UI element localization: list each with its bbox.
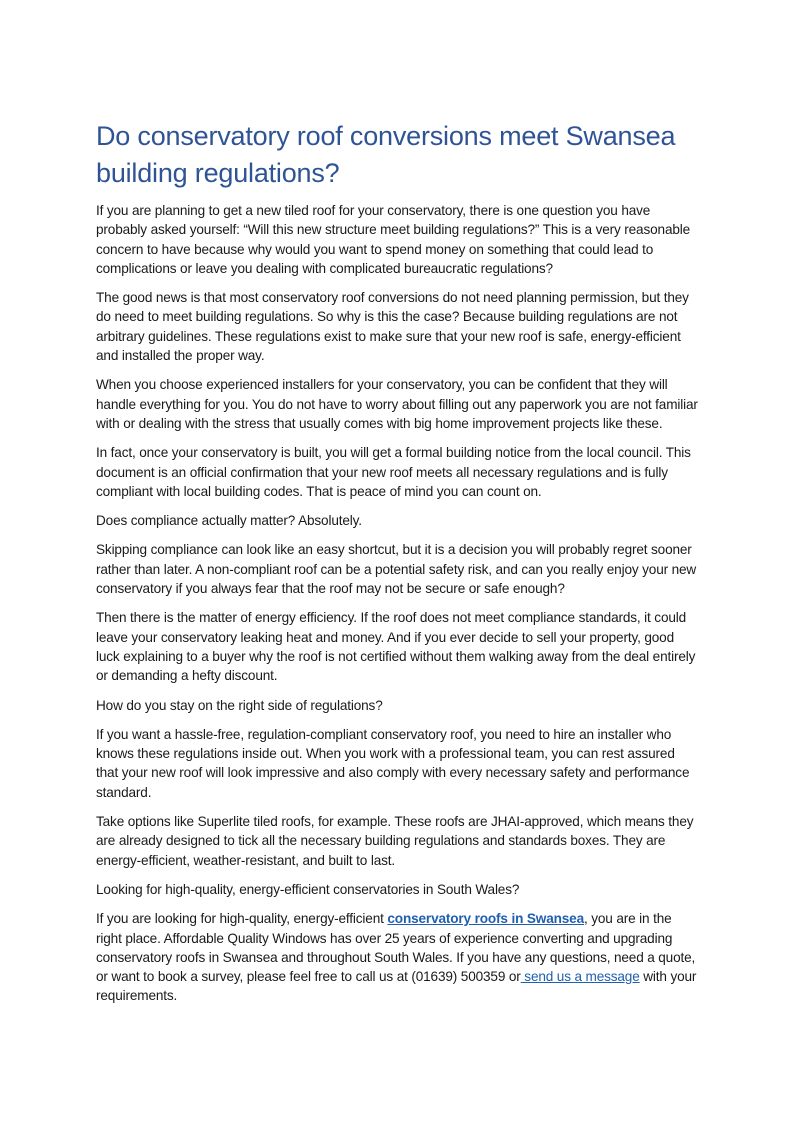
document-page bbox=[96, 118, 700, 1016]
paragraph-superlite: Take options like Superlite tiled roofs, for example. These roofs are JHAI-approved, which means they are already designed to tick all the necessary building regulations and standards boxes. They are energy-efficient, weather-resistant, and built to last. bbox=[96, 814, 694, 868]
paragraph-building-notice: In fact, once your conservatory is built, you will get a formal building notice from the local council. This document is an official confirmation that your new roof meets all necessary regulations and is fully compliant with local building codes. That is peace of mind you can count on. bbox=[96, 445, 691, 499]
closing-text-start: If you are looking for high-quality, energy-efficient bbox=[96, 911, 388, 927]
article-title: Do conservatory roof conversions meet Swansea building regulations? bbox=[96, 121, 676, 188]
paragraph-good-news: The good news is that most conservatory roof conversions do not need planning permission, but they do need to meet building regulations. So why is this the case? Because building regulations are not arbitrary guidelines. These regulations exist to make sure that your new roof is safe, energy-efficient and installed the proper way. bbox=[96, 290, 689, 364]
closing-text-end: with your requirements. bbox=[96, 969, 697, 1004]
subheading-stay-right-side: How do you stay on the right side of regulations? bbox=[96, 697, 383, 713]
subheading-looking-for: Looking for high-quality, energy-efficient conservatories in South Wales? bbox=[96, 881, 520, 897]
send-message-link[interactable]: send us a message bbox=[520, 969, 640, 985]
conservatory-roofs-link[interactable]: conservatory roofs in Swansea bbox=[387, 911, 584, 927]
paragraph-hassle-free: If you want a hassle-free, regulation-compliant conservatory roof, you need to hire an installer who knows these regulations inside out. When you work with a professional team, you can rest assured that your new roof will look impressive and also comply with every necessary safety and performance standard. bbox=[96, 726, 690, 800]
subheading-compliance: Does compliance actually matter? Absolutely. bbox=[96, 513, 362, 529]
paragraph-skipping: Skipping compliance can look like an easy shortcut, but it is a decision you will probably regret sooner rather than later. A non-compliant roof can be a potential safety risk, and can you really enjoy your new conservatory if you always fear that the roof may not be secure or safe enough? bbox=[96, 542, 697, 597]
paragraph-closing bbox=[96, 909, 700, 1005]
paragraph-installers: When you choose experienced installers for your conservatory, you can be confident that they will handle everything for you. You do not have to worry about filling out any paperwork you are not familiar with or dealing with the stress that usually comes with big home improvement projects like these. bbox=[96, 377, 698, 431]
closing-text-middle: , you are in the right place. Affordable Quality Windows has over 25 years of experience converting and upgrading conservatory roofs in Swansea and throughout South Wales. If you have any questions, need a quote, or want to book a survey, please feel free to call us at (01639) 500359 or bbox=[96, 911, 696, 985]
paragraph-planning: If you are planning to get a new tiled roof for your conservatory, there is one question you have probably asked yourself: “Will this new structure meet building regulations?” This is a very reasonable concern to have because why would you want to spend money on something that could lead to complications or leave you dealing with complicated bureaucratic regulations? bbox=[96, 203, 691, 276]
paragraph-energy: Then there is the matter of energy efficiency. If the roof does not meet compliance standards, it could leave your conservatory leaking heat and money. And if you ever decide to sell your property, good luck explaining to a buyer why the roof is not certified without them walking away from the deal entirely or demanding a hefty discount. bbox=[96, 610, 696, 684]
